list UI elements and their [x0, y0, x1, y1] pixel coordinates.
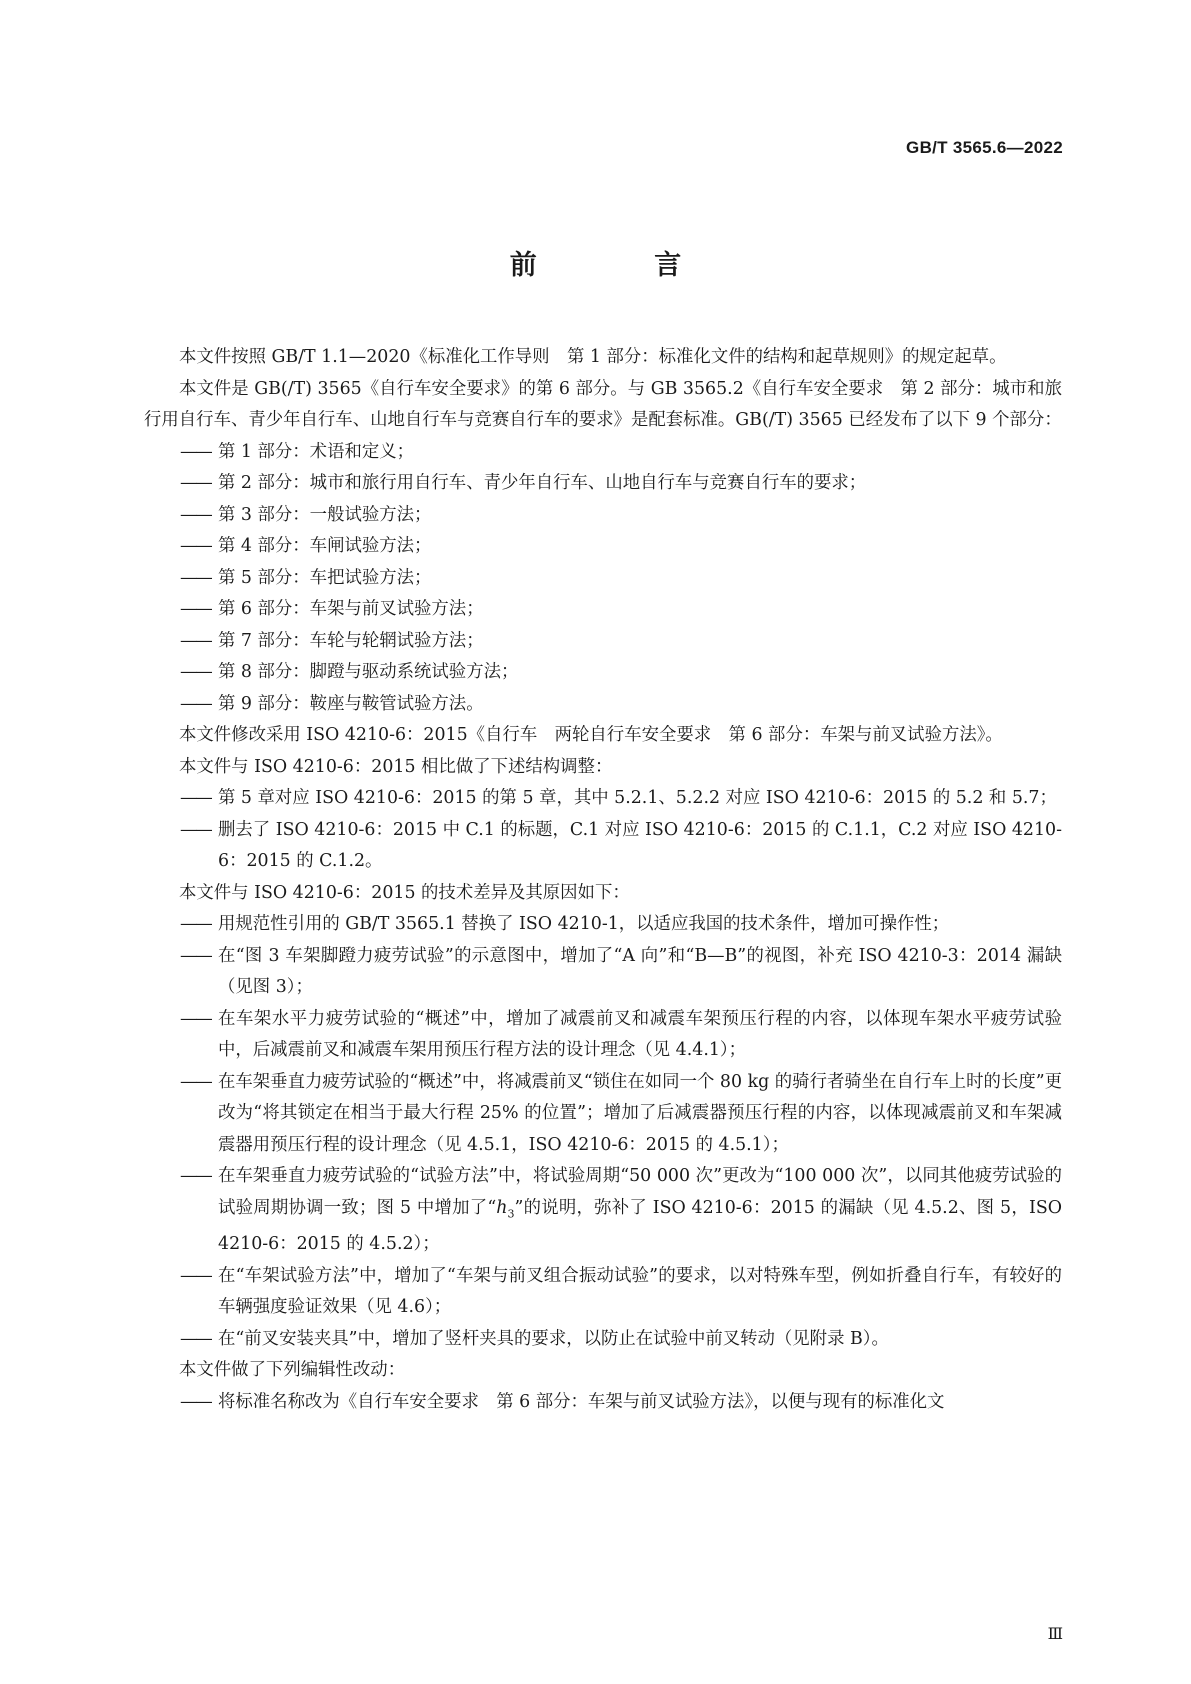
list-item: —— 在车架水平力疲劳试验的“概述”中，增加了减震前叉和减震车架预压行程的内容，以体现车架水平疲劳试验中，后减震前叉和减震车架用预压行程方法的设计理念（见 4.4.1）；: [144, 1004, 1062, 1067]
list-item: —— 第 5 章对应 ISO 4210-6：2015 的第 5 章，其中 5.2.1、5.2.2 对应 ISO 4210-6：2015 的 5.2 和 5.7；: [144, 783, 1062, 815]
list-item: —— 用规范性引用的 GB/T 3565.1 替换了 ISO 4210-1，以适应我国的技术条件，增加可操作性；: [144, 909, 1062, 941]
list-item: —— 在“前叉安装夹具”中，增加了竖杆夹具的要求，以防止在试验中前叉转动（见附录 B）。: [144, 1324, 1062, 1356]
editorial-list: [144, 1387, 1062, 1419]
standard-code: GB/T 3565.6—2022: [906, 138, 1063, 157]
list-item: —— 第 6 部分：车架与前叉试验方法；: [144, 594, 1062, 626]
list-item: —— 第 4 部分：车闸试验方法；: [144, 531, 1062, 563]
paragraph-series-intro: 本文件是 GB(/T) 3565《自行车安全要求》的第 6 部分。与 GB 3565.2《自行车安全要求 第 2 部分：城市和旅行用自行车、青少年自行车、山地自行车与竞赛自行车的要求》是配套标准。GB(/T) 3565 已经发布了以下 9 个部分：: [144, 378, 1062, 430]
structure-changes-list: [144, 783, 1062, 878]
list-item: —— 在车架垂直力疲劳试验的“概述”中，将减震前叉“锁住在如同一个 80 kg 的骑行者骑坐在自行车上时的长度”更改为“将其锁定在相当于最大行程 25% 的位置”；增加了后减震器预压行程的内容，以体现减震前叉和车架减震器用预压行程的设计理念（见 4.5.1，ISO 4210-6：2015 的 4.5.1）；: [144, 1067, 1062, 1162]
list-item: —— 删去了 ISO 4210-6：2015 中 C.1 的标题，C.1 对应 ISO 4210-6：2015 的 C.1.1，C.2 对应 ISO 4210-6：2015 的 C.1.2。: [144, 815, 1062, 878]
list-item: —— 第 1 部分：术语和定义；: [144, 437, 1062, 469]
list-item: —— 将标准名称改为《自行车安全要求 第 6 部分：车架与前叉试验方法》，以便与现有的标准化文: [144, 1387, 1062, 1419]
list-item: —— 第 5 部分：车把试验方法；: [144, 563, 1062, 595]
parts-list: [144, 437, 1062, 721]
list-item: —— 第 9 部分：鞍座与鞍管试验方法。: [144, 689, 1062, 721]
page-title: 前 言: [509, 250, 736, 281]
page-number: Ⅲ: [1047, 1624, 1063, 1643]
tech-diffs-list: [144, 909, 1062, 1355]
list-item: —— 在“车架试验方法”中，增加了“车架与前叉组合振动试验”的要求，以对特殊车型，例如折叠自行车，有较好的车辆强度验证效果（见 4.6）；: [144, 1261, 1062, 1324]
list-item: —— 在车架垂直力疲劳试验的“试验方法”中，将试验周期“50 000 次”更改为“100 000 次”，以同其他疲劳试验的试验周期协调一致；图 5 中增加了“$h_3$”的说明，弥补了 ISO 4210-6：2015 的漏缺（见 4.5.2、图 5，ISO 4210-6：2015 的 4.5.2）；: [144, 1161, 1062, 1261]
paragraph-adoption: 本文件修改采用 ISO 4210-6：2015《自行车 两轮自行车安全要求 第 6 部分：车架与前叉试验方法》。: [179, 725, 1003, 745]
document-body: [144, 342, 1062, 1418]
list-item: —— 第 7 部分：车轮与轮辋试验方法；: [144, 626, 1062, 658]
list-item: —— 第 3 部分：一般试验方法；: [144, 500, 1062, 532]
paragraph-structure-intro: 本文件与 ISO 4210-6：2015 相比做了下述结构调整：: [179, 756, 613, 777]
paragraph-editorial-intro: 本文件做了下列编辑性改动：: [179, 1360, 406, 1381]
paragraph-tech-diff-intro: 本文件与 ISO 4210-6：2015 的技术差异及其原因如下：: [179, 882, 630, 903]
list-item: —— 第 8 部分：脚蹬与驱动系统试验方法；: [144, 657, 1062, 689]
list-item: —— 第 2 部分：城市和旅行用自行车、青少年自行车、山地自行车与竞赛自行车的要求；: [144, 468, 1062, 500]
paragraph-drafting-basis: 本文件按照 GB/T 1.1—2020《标准化工作导则 第 1 部分：标准化文件的结构和起草规则》的规定起草。: [179, 347, 1007, 367]
list-item: —— 在“图 3 车架脚蹬力疲劳试验”的示意图中，增加了“A 向”和“B—B”的视图，补充 ISO 4210-3：2014 漏缺（见图 3）；: [144, 941, 1062, 1004]
